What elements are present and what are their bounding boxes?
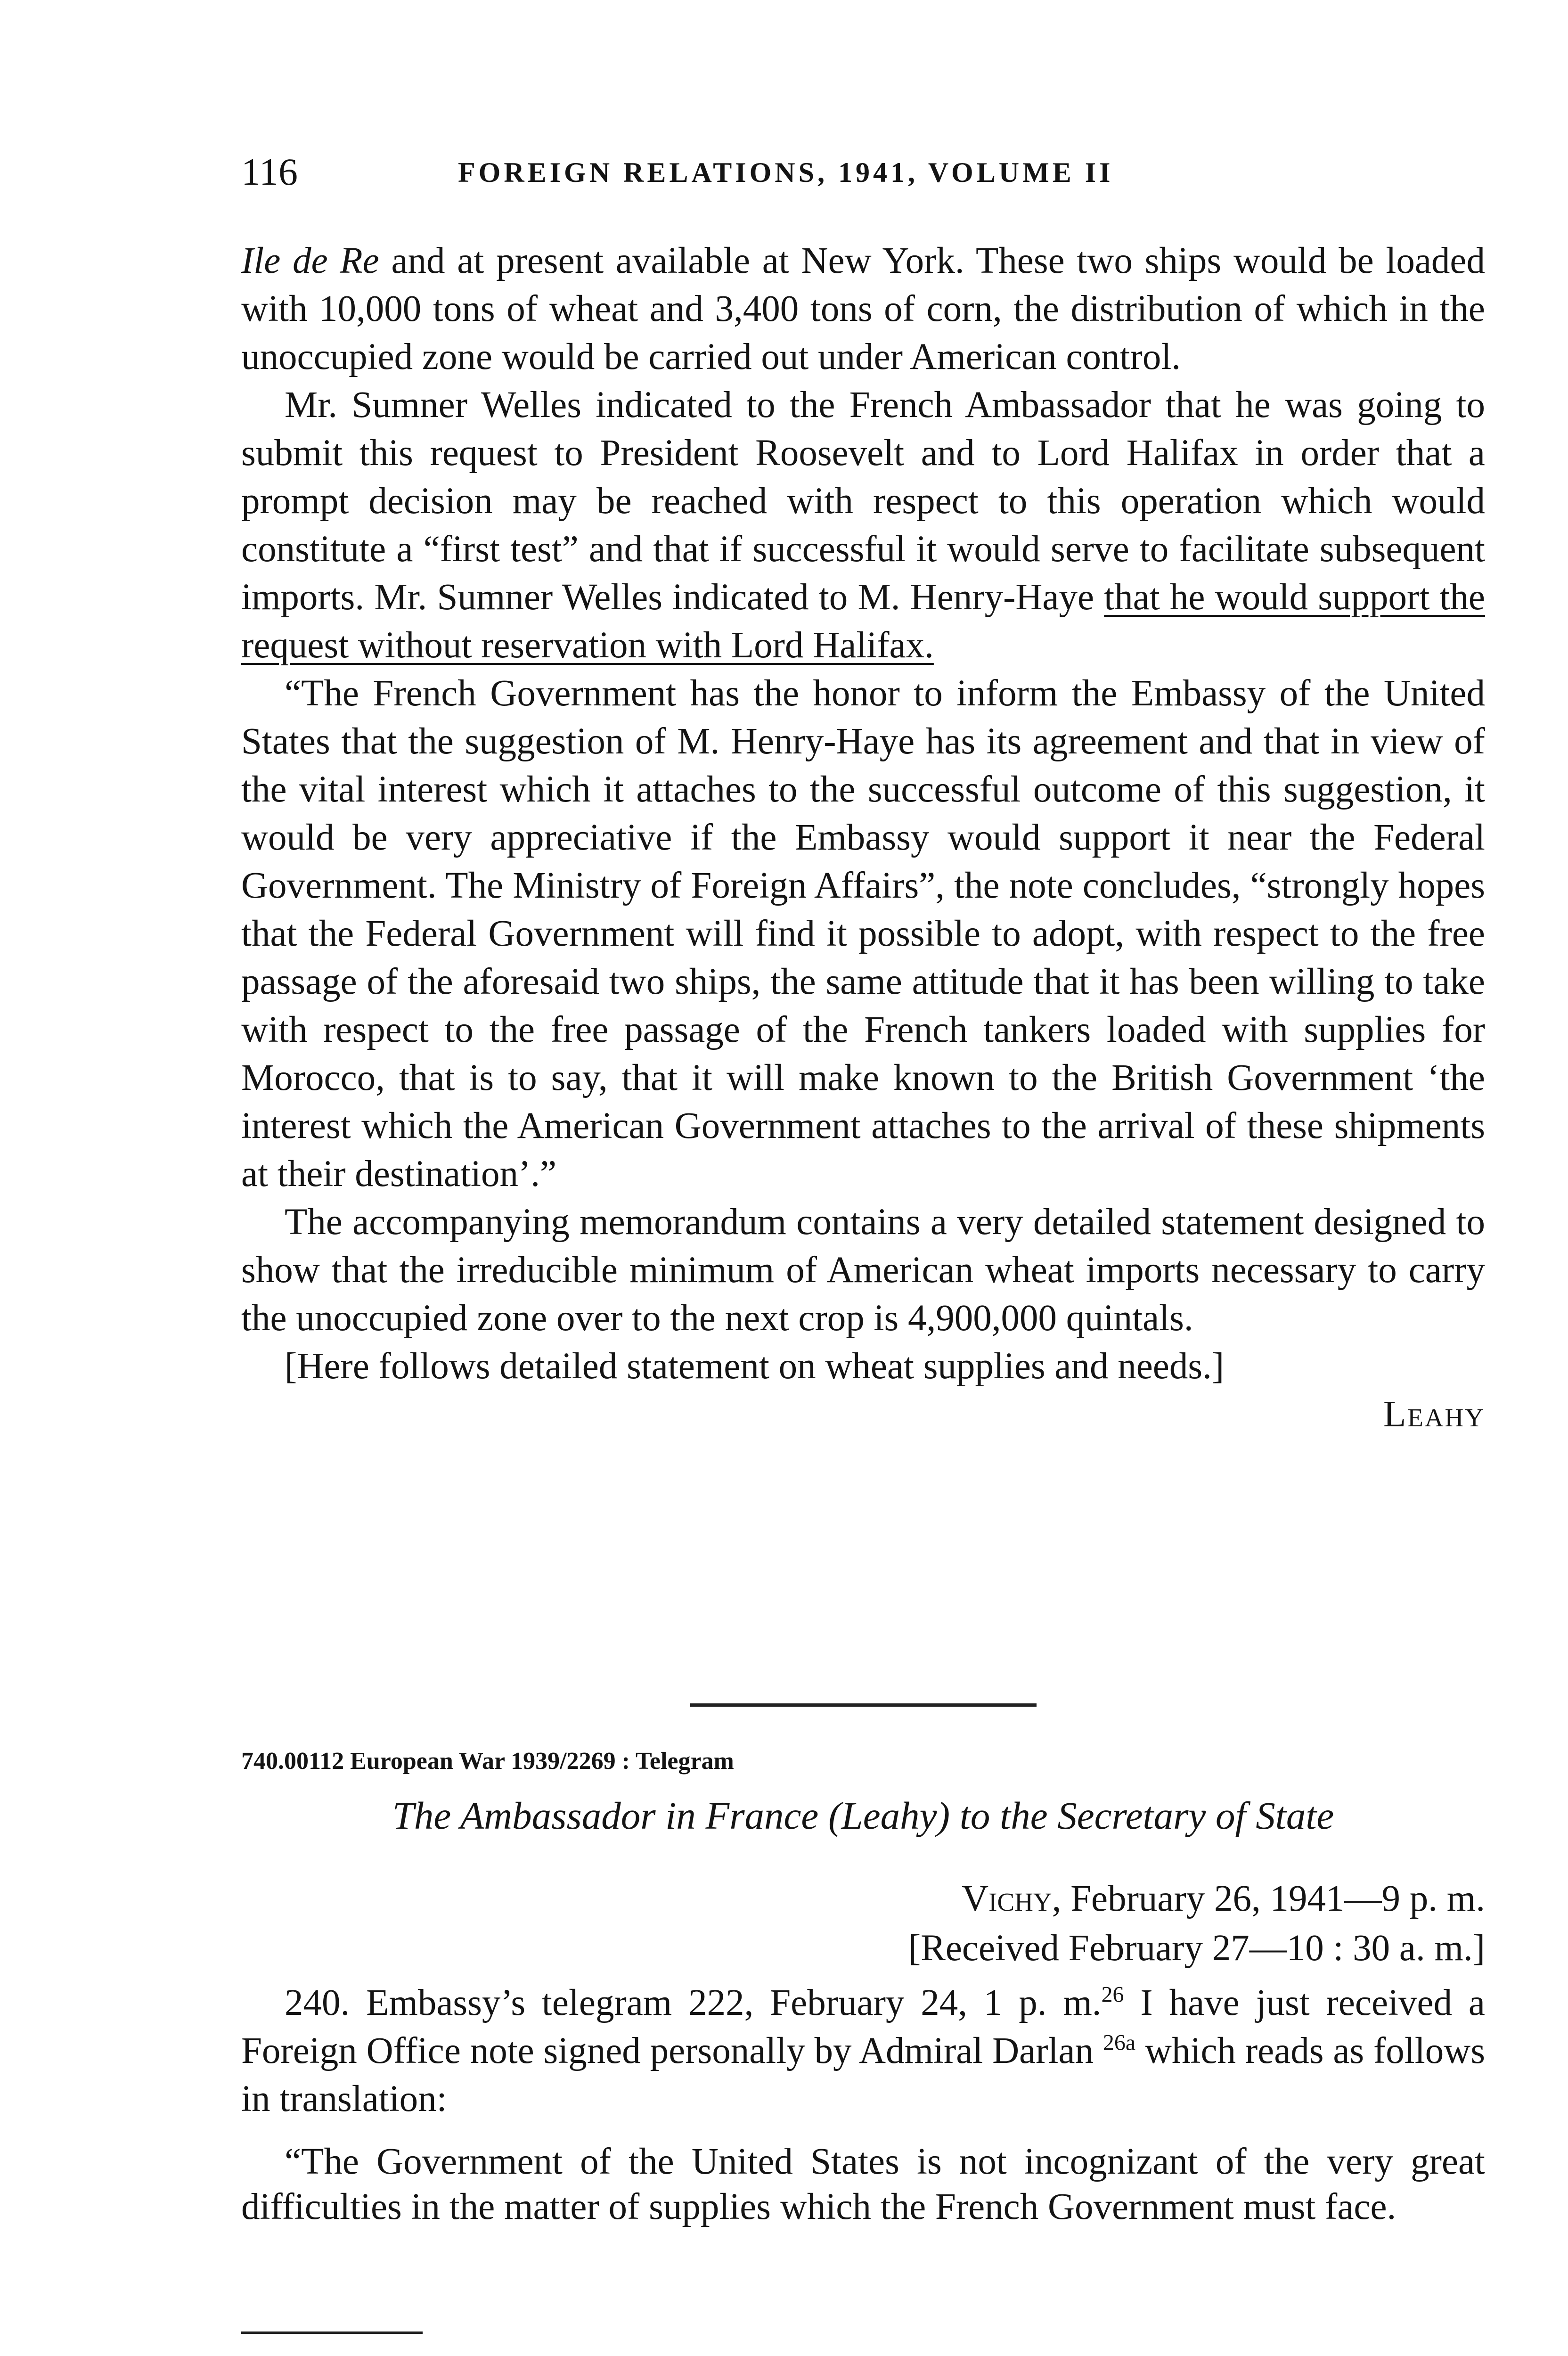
dateline: [825, 1878, 1485, 1920]
paragraph-3: “The French Government has the honor to inform the Embassy of the United States that the suggestion of M. Henry-Haye has its agreement and that in view of the vital interest which it attaches to the successful outcome of this suggestion, it would be very appreciative if the Embassy would support it near the Federal Government. The Ministry of Foreign Affairs”, the note concludes, “strongly hopes that the Federal Government will find it possible to adopt, with respect to the free passage of the aforesaid two ships, the same attitude that it has been willing to take with respect to the free passage of the French tankers loaded with supplies for Morocco, that is to say, that it will make known to the British Government ‘the interest which the American Government attaches to the arrival of these shipments at their destination’.”: [241, 673, 1485, 1194]
telegram-body: [241, 1979, 1485, 2123]
dateline-date: , February 26, 1941—9 p. m.: [1052, 1878, 1485, 1919]
paragraph-2: [241, 381, 1485, 670]
paragraph-1: [241, 237, 1485, 381]
paragraph-2-text: Mr. Sumner Welles indicated to the French Ambassador that he was going to submit this request to President Roosevelt and to Lord Halifax in order that a prompt decision may be reached with respect to this operation which would constitute a “first test” and that if successful it would serve to facilitate subsequent imports. Mr. Sumner Welles indicated to M. Henry-Haye: [241, 384, 1485, 618]
footnote-rule: [241, 2331, 423, 2334]
paragraph-4: The accompanying memorandum contains a very detailed statement designed to show that the irreducible minimum of American wheat imports necessary to carry the unoccupied zone over to the next crop is 4,900,000 quintals.: [241, 1202, 1485, 1339]
paragraph-5: [Here follows detailed statement on wheat supplies and needs.]: [285, 1346, 1225, 1387]
telegram-text-end: which reads as follows in translation:: [241, 2030, 1485, 2119]
file-reference: 740.00112 European War 1939/2269 : Telegram: [241, 1748, 734, 1775]
ship-name: Ile de Re: [241, 240, 379, 281]
document-title: The Ambassador in France (Leahy) to the Secretary of State: [392, 1794, 1334, 1837]
section-divider: [690, 1703, 1037, 1707]
running-head: FOREIGN RELATIONS, 1941, VOLUME II: [458, 157, 1114, 188]
underlined-passage: that he would support the request without reservation with Lord Halifax.: [241, 577, 1485, 666]
page-number: 116: [241, 150, 298, 193]
signature-leahy: Leahy: [1383, 1394, 1485, 1435]
quote-text: “The Government of the United States is not incognizant of the very great difficulties in the matter of supplies which the French Government must face.: [241, 2141, 1485, 2227]
telegram-text-mid: I have just received a Foreign Office note signed personally by Admiral Darlan: [241, 1982, 1485, 2071]
dateline-place: Vichy: [962, 1878, 1052, 1919]
footnote-ref-26a: 26a: [1102, 2030, 1136, 2055]
page-header: [241, 150, 1485, 192]
telegram-paragraph: [241, 1979, 1485, 2123]
translated-quote: [241, 2139, 1485, 2230]
paragraph-1-text: and at present available at New York. These two ships would be loaded with 10,000 tons of wheat and 3,400 tons of corn, the distribution of which in the unoccupied zone would be carried out under American control.: [241, 240, 1485, 377]
telegram-text-start: 240. Embassy’s telegram 222, February 24, 1 p. m.: [285, 1982, 1102, 2023]
received-line: [Received February 27—10 : 30 a. m.]: [908, 1928, 1485, 1969]
footnote-ref-26: 26: [1101, 1982, 1124, 2007]
body-text-part1: [241, 237, 1485, 1439]
